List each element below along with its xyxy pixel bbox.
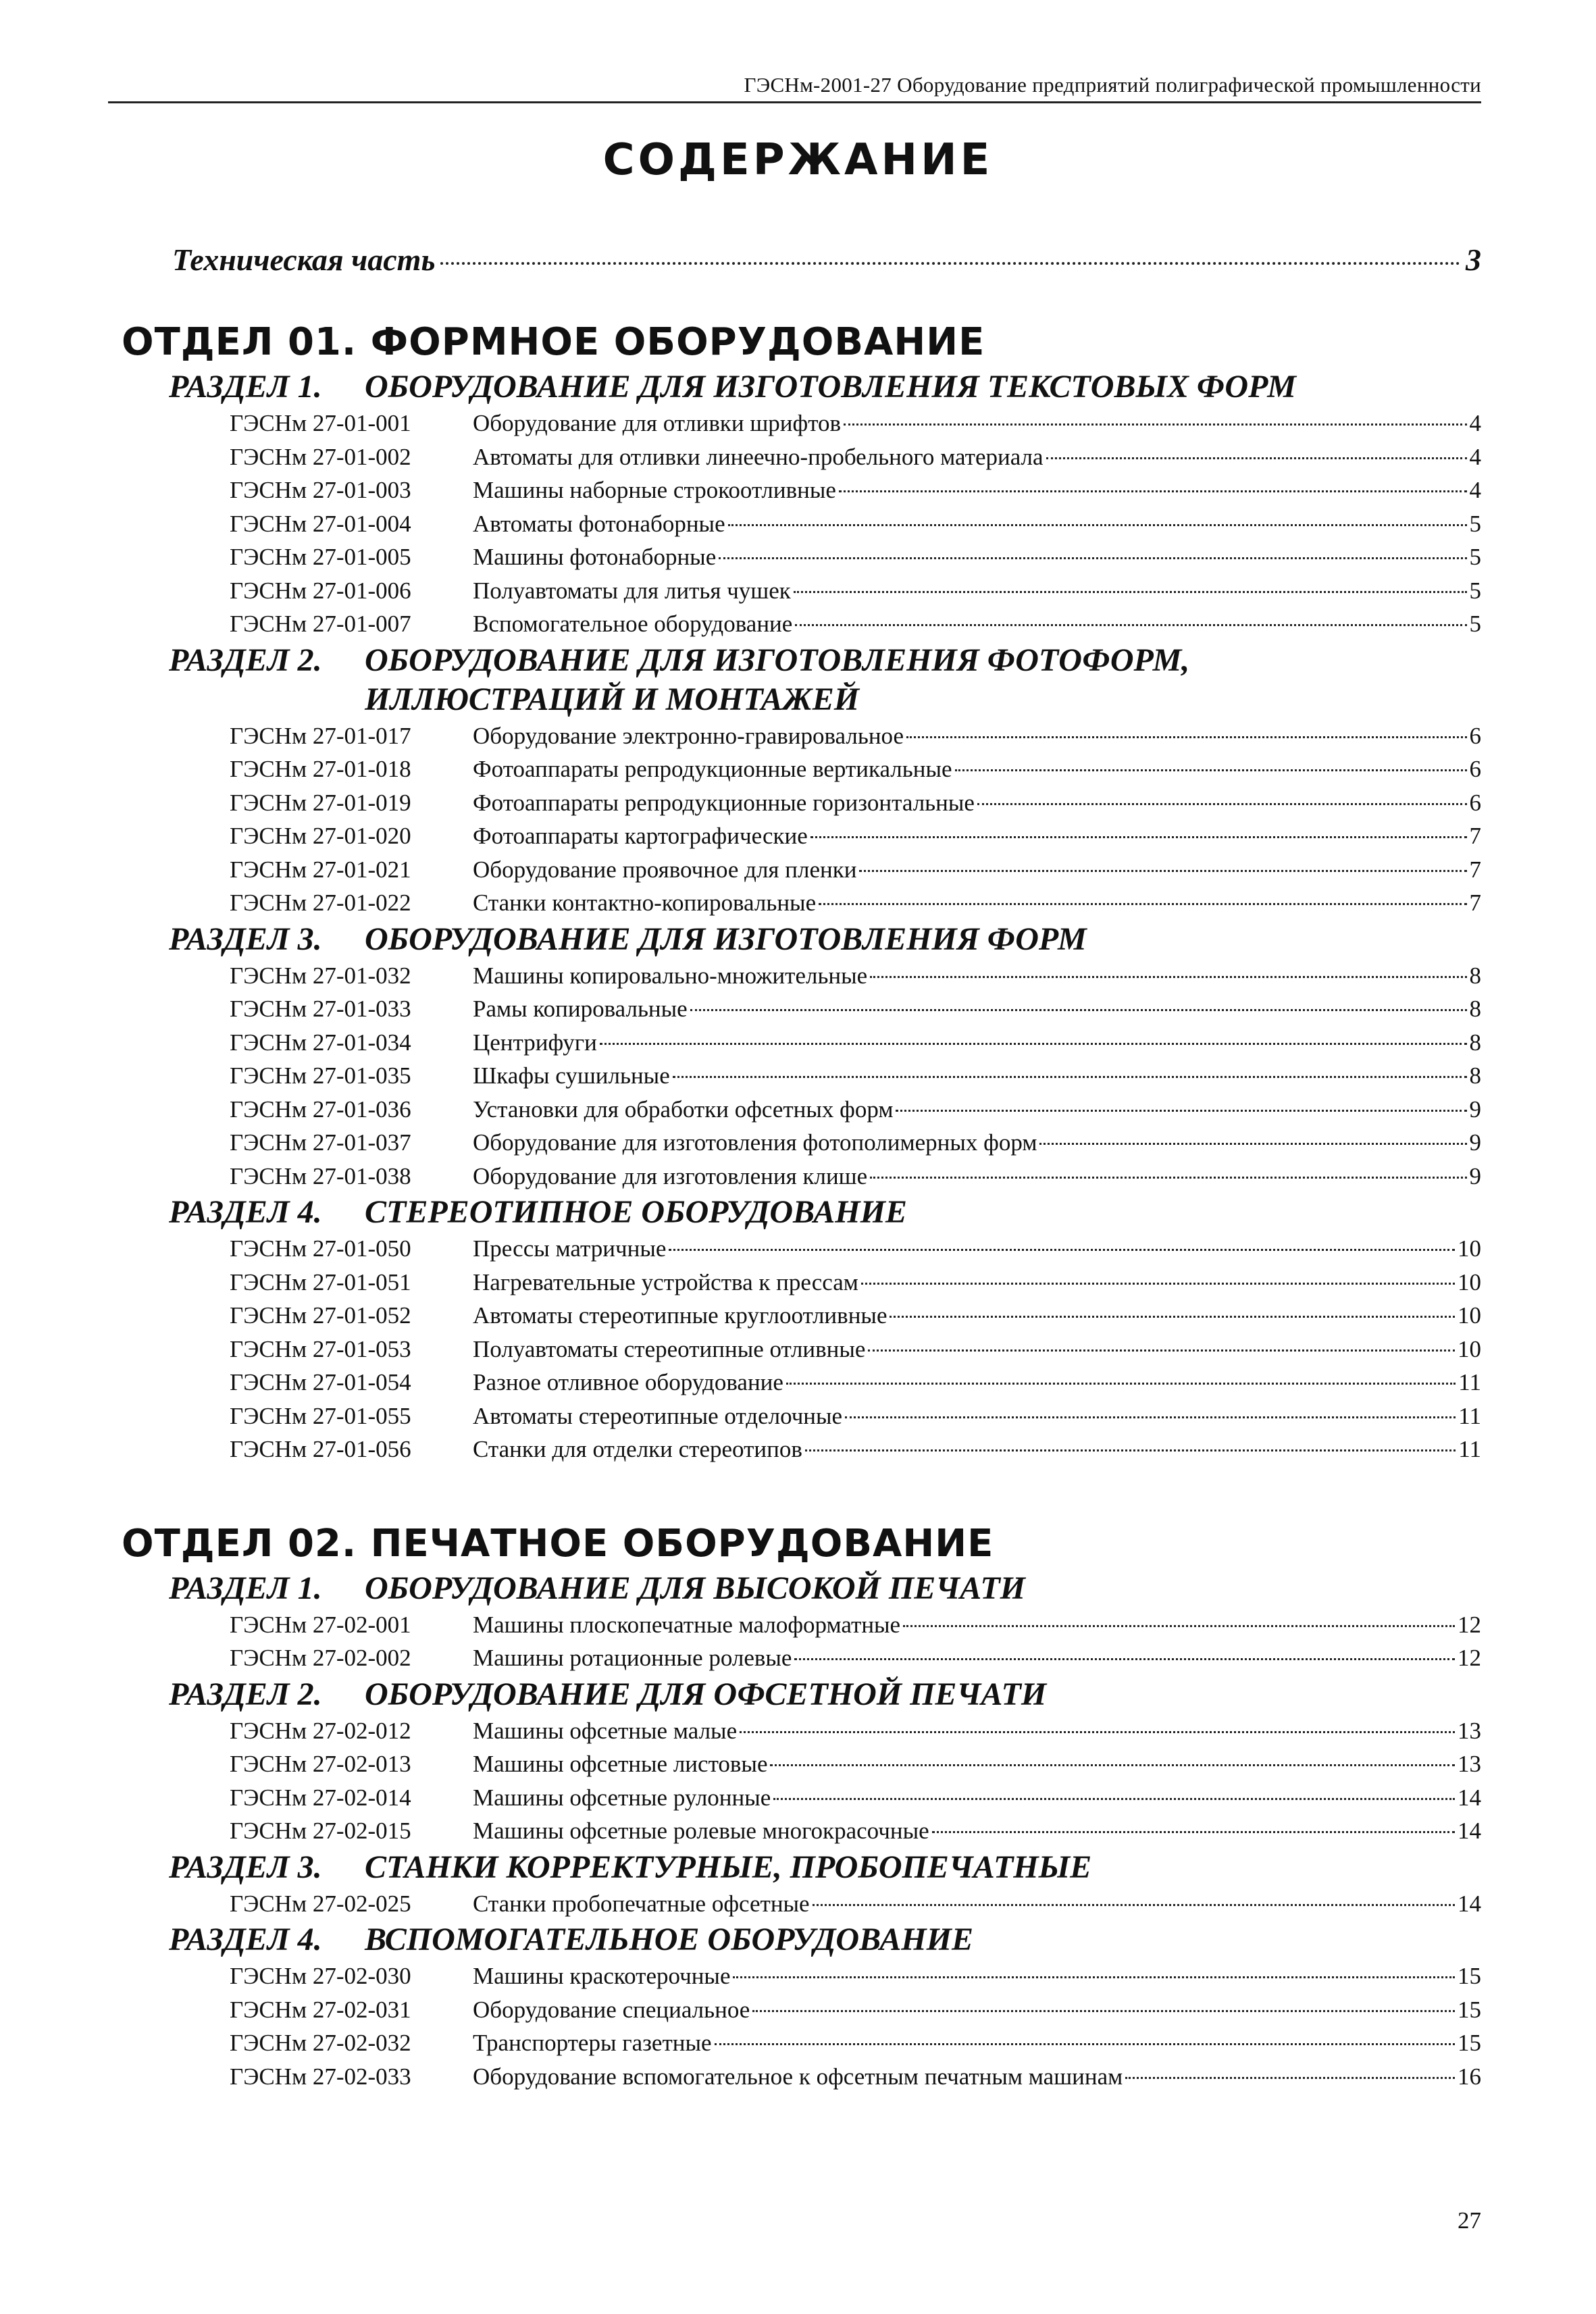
entry-page: 10	[1458, 1235, 1481, 1262]
entry-code: ГЭСНм 27-01-036	[230, 1096, 411, 1123]
entry-code: ГЭСНм 27-02-015	[230, 1818, 411, 1844]
toc-entry[interactable]	[122, 1059, 1481, 1093]
entry-code: ГЭСНм 27-01-032	[230, 962, 411, 989]
entry-code: ГЭСНм 27-01-033	[230, 996, 411, 1022]
entry-page: 4	[1469, 477, 1481, 503]
entry-code: ГЭСНм 27-01-006	[230, 577, 411, 604]
toc-entry[interactable]	[122, 1299, 1481, 1333]
entry-page: 10	[1458, 1268, 1481, 1295]
section-title	[365, 1569, 1481, 1608]
entry-code: ГЭСНм 27-01-018	[230, 756, 411, 782]
entry-name: Машины офсетные листовые	[473, 1751, 768, 1777]
entry-name: Фотоаппараты репродукционные вертикальные	[473, 756, 952, 782]
toc-entry[interactable]	[122, 473, 1481, 507]
table-of-contents	[122, 317, 1481, 2093]
toc-entry[interactable]	[122, 1093, 1481, 1127]
entry-code: ГЭСНм 27-01-054	[230, 1369, 411, 1395]
entry-name: Автоматы фотонаборные	[473, 510, 725, 537]
toc-entry[interactable]	[122, 2026, 1481, 2060]
entry-code: ГЭСНм 27-01-020	[230, 823, 411, 849]
dot-leader	[794, 591, 1467, 593]
entry-page: 10	[1458, 1335, 1481, 1362]
dot-leader	[906, 736, 1466, 738]
entry-code: ГЭСНм 27-02-031	[230, 1996, 411, 2023]
dot-leader	[813, 1904, 1455, 1906]
page-title: СОДЕРЖАНИЕ	[602, 135, 994, 185]
toc-entry[interactable]	[122, 992, 1481, 1026]
entry-name: Установки для обработки офсетных форм	[473, 1096, 894, 1123]
entry-name: Фотоаппараты картографические	[473, 823, 808, 849]
section-number: РАЗДЕЛ 4.	[169, 1922, 322, 1957]
entry-code: ГЭСНм 27-01-038	[230, 1162, 411, 1189]
dot-leader	[1039, 1143, 1466, 1145]
entry-name: Вспомогательное оборудование	[473, 611, 793, 637]
entry-name: Разное отливное оборудование	[473, 1369, 783, 1395]
section-number: РАЗДЕЛ 1.	[169, 1570, 322, 1606]
toc-entry[interactable]	[122, 719, 1481, 753]
entry-page: 4	[1469, 443, 1481, 470]
entry-name: Оборудование электронно-гравировальное	[473, 722, 904, 749]
toc-entry[interactable]	[122, 1126, 1481, 1160]
entry-page: 8	[1469, 996, 1481, 1022]
entry-page: 15	[1458, 1963, 1481, 1989]
entry-name: Центрифуги	[473, 1029, 597, 1056]
department-heading: ОТДЕЛ 01. ФОРМНОЕ ОБОРУДОВАНИЕ	[122, 320, 985, 364]
toc-entry[interactable]	[122, 1714, 1481, 1748]
entry-code: ГЭСНм 27-02-001	[230, 1611, 411, 1638]
dot-leader	[773, 1798, 1455, 1800]
entry-code: ГЭСНм 27-01-037	[230, 1129, 411, 1156]
section-title-line: СТАНКИ КОРРЕКТУРНЫЕ, ПРОБОПЕЧАТНЫЕ	[365, 1849, 1092, 1885]
entry-page: 6	[1469, 789, 1481, 816]
entry-name: Машины фотонаборные	[473, 544, 717, 570]
entry-code: ГЭСНм 27-02-012	[230, 1717, 411, 1744]
entry-code: ГЭСНм 27-01-005	[230, 544, 411, 570]
entry-name: Автоматы стереотипные отделочные	[473, 1402, 843, 1429]
entry-page: 14	[1458, 1784, 1481, 1811]
entry-code: ГЭСНм 27-02-033	[230, 2063, 411, 2090]
section-title	[365, 920, 1481, 959]
toc-entry[interactable]	[122, 1232, 1481, 1266]
toc-entry[interactable]	[122, 1608, 1481, 1642]
entry-page: 5	[1469, 544, 1481, 570]
section-title	[365, 1675, 1481, 1714]
dot-leader	[719, 557, 1466, 559]
toc-entry[interactable]	[122, 2060, 1481, 2094]
dot-leader	[870, 976, 1466, 978]
toc-entry[interactable]	[122, 853, 1481, 887]
dot-leader	[786, 1383, 1456, 1385]
entry-page: 5	[1469, 611, 1481, 637]
dot-leader	[690, 1009, 1467, 1011]
dot-leader	[810, 836, 1467, 838]
entry-name: Оборудование для отливки шрифтов	[473, 410, 842, 436]
dot-leader	[740, 1731, 1455, 1733]
section-heading	[122, 1193, 1481, 1232]
entry-name: Оборудование проявочное для пленки	[473, 856, 857, 883]
section-title-line: ВСПОМОГАТЕЛЬНОЕ ОБОРУДОВАНИЕ	[365, 1922, 973, 1957]
entry-code: ГЭСНм 27-01-017	[230, 722, 411, 749]
toc-entry[interactable]	[122, 574, 1481, 608]
section-title-line: ОБОРУДОВАНИЕ ДЛЯ ИЗГОТОВЛЕНИЯ ТЕКСТОВЫХ ФОРМ	[365, 369, 1296, 405]
entry-code: ГЭСНм 27-01-007	[230, 611, 411, 637]
section-number: РАЗДЕЛ 3.	[169, 921, 322, 957]
entry-page: 13	[1458, 1751, 1481, 1777]
entry-name: Машины краскотерочные	[473, 1963, 731, 1989]
dot-leader	[845, 1416, 1456, 1418]
entry-page: 9	[1469, 1162, 1481, 1189]
dot-leader	[728, 524, 1467, 526]
entry-name: Машины наборные строкоотливные	[473, 477, 836, 503]
toc-entry[interactable]	[122, 1026, 1481, 1060]
section-heading	[122, 1675, 1481, 1714]
section-heading	[122, 1848, 1481, 1887]
section-title	[365, 1193, 1481, 1232]
entry-name: Полуавтоматы для литья чушек	[473, 577, 791, 604]
toc-entry[interactable]	[122, 1781, 1481, 1815]
entry-page: 15	[1458, 1996, 1481, 2023]
toc-entry[interactable]	[122, 1160, 1481, 1193]
section-number: РАЗДЕЛ 2.	[169, 1676, 322, 1712]
entry-code: ГЭСНм 27-01-056	[230, 1436, 411, 1462]
entry-page: 8	[1469, 1029, 1481, 1056]
dot-leader	[1125, 2077, 1455, 2079]
dot-leader	[669, 1249, 1455, 1251]
entry-page: 4	[1469, 410, 1481, 436]
entry-name: Автоматы стереотипные круглоотливные	[473, 1302, 887, 1329]
section-number: РАЗДЕЛ 2.	[169, 642, 322, 678]
entry-page: 8	[1469, 962, 1481, 989]
section-title-line: СТЕРЕОТИПНОЕ ОБОРУДОВАНИЕ	[365, 1194, 907, 1230]
section-title	[365, 1920, 1481, 1959]
toc-entry[interactable]	[122, 1993, 1481, 2027]
entry-page: 14	[1458, 1890, 1481, 1917]
entry-page: 11	[1458, 1436, 1481, 1462]
toc-entry[interactable]	[122, 1641, 1481, 1675]
entry-name: Оборудование для изготовления клише	[473, 1162, 868, 1189]
entry-page: 7	[1469, 823, 1481, 849]
toc-entry[interactable]	[122, 1959, 1481, 1993]
entry-name: Машины офсетные ролевые многокрасочные	[473, 1818, 929, 1844]
toc-entry[interactable]	[122, 540, 1481, 574]
entry-code: ГЭСНм 27-01-055	[230, 1402, 411, 1429]
entry-name: Автоматы для отливки линеечно-пробельного материала	[473, 443, 1044, 470]
entry-code: ГЭСНм 27-02-013	[230, 1751, 411, 1777]
entry-name: Машины копировально-множительные	[473, 962, 868, 989]
technical-part-label: Техническая часть	[172, 242, 436, 277]
dot-leader	[870, 1177, 1466, 1179]
entry-code: ГЭСНм 27-02-014	[230, 1784, 411, 1811]
entry-code: ГЭСНм 27-01-034	[230, 1029, 411, 1056]
entry-code: ГЭСНм 27-02-032	[230, 2030, 411, 2056]
section-title-line: ОБОРУДОВАНИЕ ДЛЯ ИЗГОТОВЛЕНИЯ ФОРМ	[365, 921, 1087, 957]
entry-page: 15	[1458, 2030, 1481, 2056]
entry-page: 6	[1469, 722, 1481, 749]
toc-entry[interactable]	[122, 440, 1481, 474]
entry-code: ГЭСНм 27-01-053	[230, 1335, 411, 1362]
section-title-line: ИЛЛЮСТРАЦИЙ И МОНТАЖЕЙ	[365, 681, 860, 717]
entry-name: Станки для отделки стереотипов	[473, 1436, 802, 1462]
dot-leader	[715, 2043, 1455, 2045]
dot-leader	[955, 769, 1467, 771]
dot-leader	[770, 1764, 1455, 1766]
section-number: РАЗДЕЛ 1.	[169, 369, 322, 405]
dot-leader	[932, 1831, 1455, 1833]
toc-technical-part[interactable]	[172, 242, 1481, 278]
dot-leader	[903, 1625, 1455, 1627]
dot-leader	[733, 1976, 1455, 1978]
entry-page: 11	[1458, 1369, 1481, 1395]
entry-name: Транспортеры газетные	[473, 2030, 712, 2056]
entry-page: 16	[1458, 2063, 1481, 2090]
entry-code: ГЭСНм 27-01-051	[230, 1268, 411, 1295]
entry-code: ГЭСНм 27-02-025	[230, 1890, 411, 1917]
entry-page: 12	[1458, 1611, 1481, 1638]
toc-entry[interactable]	[122, 786, 1481, 820]
entry-name: Оборудование специальное	[473, 1996, 750, 2023]
section-number: РАЗДЕЛ 4.	[169, 1194, 322, 1230]
toc-entry[interactable]	[122, 1366, 1481, 1399]
entry-name: Машины офсетные малые	[473, 1717, 738, 1744]
entry-name: Рамы копировальные	[473, 996, 688, 1022]
section-heading	[122, 1569, 1481, 1608]
page-number: 27	[1458, 2207, 1481, 2234]
entry-name: Прессы матричные	[473, 1235, 667, 1262]
section-title	[365, 1848, 1481, 1887]
section-number: РАЗДЕЛ 3.	[169, 1849, 322, 1885]
entry-page: 9	[1469, 1096, 1481, 1123]
toc-entry[interactable]	[122, 507, 1481, 541]
entry-page: 6	[1469, 756, 1481, 782]
entry-page: 5	[1469, 577, 1481, 604]
technical-part-page: 3	[1466, 242, 1481, 277]
dot-leader	[673, 1076, 1467, 1078]
dot-leader	[752, 2010, 1455, 2012]
toc-entry[interactable]	[122, 1433, 1481, 1466]
dot-leader	[896, 1110, 1466, 1112]
dot-leader	[977, 803, 1467, 805]
entry-page: 14	[1458, 1818, 1481, 1844]
entry-page: 7	[1469, 890, 1481, 916]
dot-leader	[844, 423, 1466, 426]
toc-entry[interactable]	[122, 1814, 1481, 1848]
entry-name: Полуавтоматы стереотипные отливные	[473, 1335, 866, 1362]
toc-entry[interactable]	[122, 959, 1481, 993]
dot-leader	[1046, 457, 1467, 459]
section-title	[365, 367, 1481, 407]
entry-page: 10	[1458, 1302, 1481, 1329]
entry-code: ГЭСНм 27-01-003	[230, 477, 411, 503]
entry-name: Машины офсетные рулонные	[473, 1784, 771, 1811]
entry-name: Оборудование для изготовления фотополимерных форм	[473, 1129, 1037, 1156]
entry-code: ГЭСНм 27-01-022	[230, 890, 411, 916]
entry-code: ГЭСНм 27-01-001	[230, 410, 411, 436]
running-header: ГЭСНм-2001-27 Оборудование предприятий полиграфической промышленности	[108, 73, 1481, 103]
section-title-line: ОБОРУДОВАНИЕ ДЛЯ ОФСЕТНОЙ ПЕЧАТИ	[365, 1676, 1047, 1712]
entry-page: 5	[1469, 510, 1481, 537]
entry-code: ГЭСНм 27-02-030	[230, 1963, 411, 1989]
section-title-line: ОБОРУДОВАНИЕ ДЛЯ ИЗГОТОВЛЕНИЯ ФОТОФОРМ,	[365, 642, 1190, 678]
entry-code: ГЭСНм 27-01-050	[230, 1235, 411, 1262]
dot-leader	[819, 903, 1466, 905]
entry-code: ГЭСНм 27-01-004	[230, 510, 411, 537]
entry-code: ГЭСНм 27-02-002	[230, 1645, 411, 1671]
section-title-line: ОБОРУДОВАНИЕ ДЛЯ ВЫСОКОЙ ПЕЧАТИ	[365, 1570, 1025, 1606]
section-heading	[122, 1920, 1481, 1959]
entry-page: 11	[1458, 1402, 1481, 1429]
entry-code: ГЭСНм 27-01-035	[230, 1062, 411, 1089]
entry-name: Станки контактно-копировальные	[473, 890, 817, 916]
entry-name: Нагревательные устройства к прессам	[473, 1268, 858, 1295]
section-heading	[122, 367, 1481, 407]
toc-entry[interactable]	[122, 1887, 1481, 1921]
entry-name: Машины плоскопечатные малоформатные	[473, 1611, 901, 1638]
toc-entry[interactable]	[122, 1333, 1481, 1366]
dot-leader	[868, 1349, 1455, 1352]
toc-entry[interactable]	[122, 1399, 1481, 1433]
section-title	[365, 641, 1481, 719]
entry-page: 7	[1469, 856, 1481, 883]
toc-entry[interactable]	[122, 886, 1481, 920]
section-heading	[122, 920, 1481, 959]
entry-code: ГЭСНм 27-01-021	[230, 856, 411, 883]
entry-code: ГЭСНм 27-01-019	[230, 789, 411, 816]
section-heading	[122, 641, 1481, 719]
entry-name: Оборудование вспомогательное к офсетным печатным машинам	[473, 2063, 1123, 2090]
toc-entry[interactable]	[122, 819, 1481, 853]
toc-entry[interactable]	[122, 1747, 1481, 1781]
entry-name: Фотоаппараты репродукционные горизонтальные	[473, 789, 975, 816]
entry-code: ГЭСНм 27-01-052	[230, 1302, 411, 1329]
entry-page: 12	[1458, 1645, 1481, 1671]
toc-entry[interactable]	[122, 407, 1481, 440]
entry-name: Шкафы сушильные	[473, 1062, 670, 1089]
dot-leader	[794, 1658, 1455, 1660]
dot-leader	[795, 624, 1466, 626]
entry-page: 13	[1458, 1717, 1481, 1744]
entry-name: Машины ротационные ролевые	[473, 1645, 792, 1671]
entry-page: 8	[1469, 1062, 1481, 1089]
dot-leader	[839, 490, 1467, 492]
dot-leader	[890, 1316, 1455, 1318]
dot-leader	[440, 262, 1460, 265]
dot-leader	[600, 1043, 1467, 1045]
department-heading: ОТДЕЛ 02. ПЕЧАТНОЕ ОБОРУДОВАНИЕ	[122, 1521, 994, 1566]
dot-leader	[861, 1283, 1455, 1285]
toc-entry[interactable]	[122, 607, 1481, 641]
toc-entry[interactable]	[122, 1266, 1481, 1300]
dot-leader	[805, 1449, 1456, 1451]
entry-page: 9	[1469, 1129, 1481, 1156]
toc-entry[interactable]	[122, 752, 1481, 786]
entry-name: Станки пробопечатные офсетные	[473, 1890, 810, 1917]
dot-leader	[859, 870, 1466, 872]
entry-code: ГЭСНм 27-01-002	[230, 443, 411, 470]
